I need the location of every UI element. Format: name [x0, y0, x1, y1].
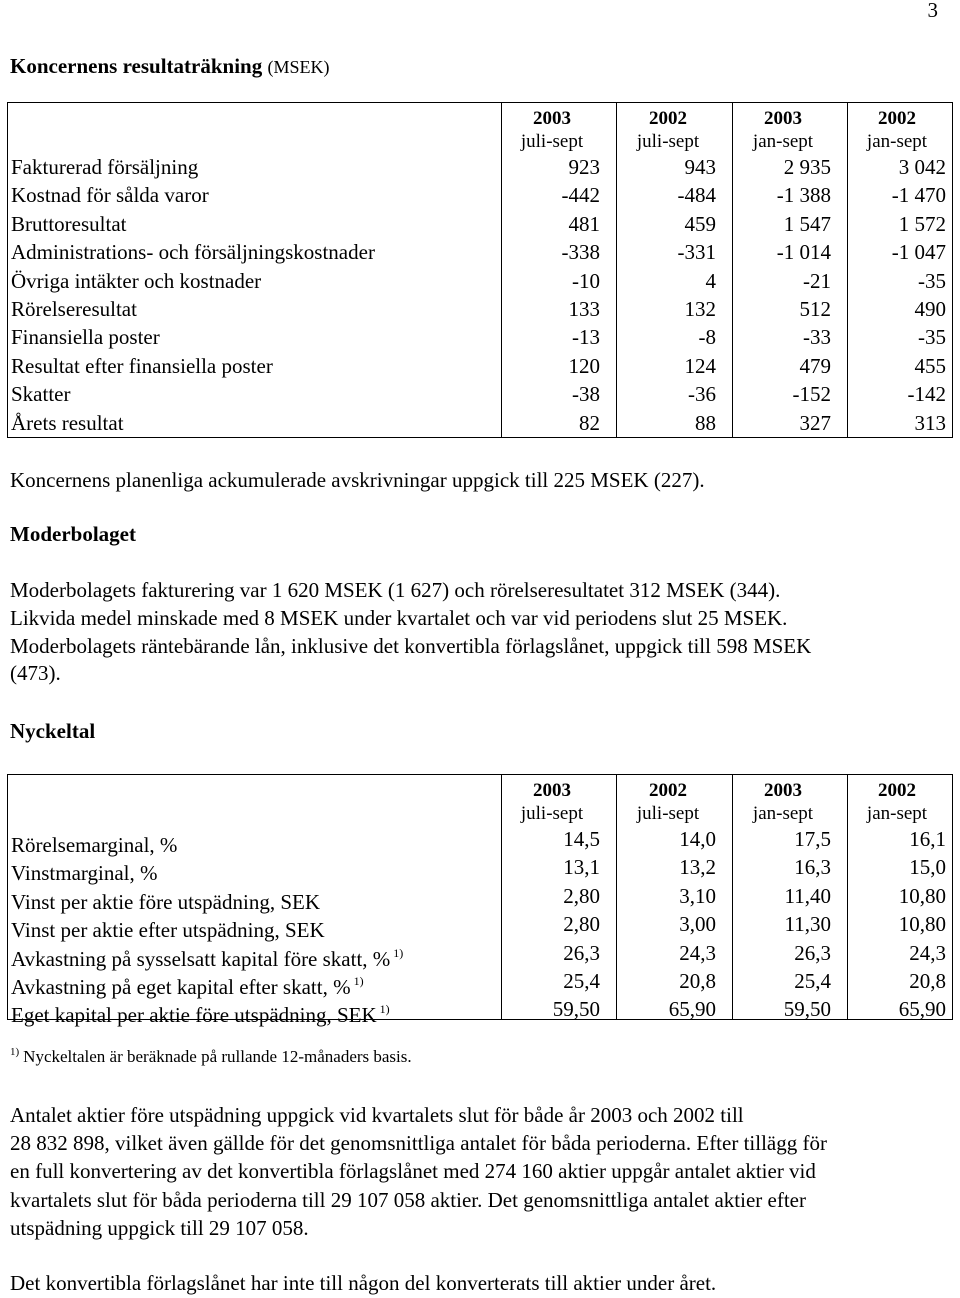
- income-row: Administrations- och försäljningskostnader -338 -331 -1 014 -1 047: [11, 240, 946, 265]
- income-row: Årets resultat 82 88 327 313: [11, 410, 946, 435]
- ratio-row: Vinst per aktie efter utspädning, SEK 2,80 3,00 11,30 10,80: [11, 912, 946, 943]
- ratio-row: Rörelsemarginal, % 14,5 14,0 17,5 16,1: [11, 827, 946, 857]
- income-col-header: 2003 juli-sept: [520, 108, 584, 152]
- shares-text: [10, 1101, 955, 1242]
- ratios-header-row: [8, 775, 952, 825]
- ratios-footnote: [10, 1046, 412, 1067]
- income-row: Kostnad för sålda varor -442 -484 -1 388 -1 470: [11, 183, 946, 208]
- ratios-col-header: 2003 juli-sept: [520, 780, 584, 824]
- key-ratios-table: [7, 774, 953, 1028]
- shares-line: en full konvertering av det konvertibla förlagslånet med 274 160 aktier uppgår antalet aktier vid: [10, 1159, 816, 1184]
- income-col-header: 2003 jan-sept: [752, 108, 814, 152]
- income-statement-title: [10, 54, 329, 79]
- depreciation-text: Koncernens planenliga ackumulerade avskrivningar uppgick till 225 MSEK (227).: [10, 468, 705, 492]
- income-row: Skatter -38 -36 -152 -142: [11, 382, 946, 407]
- footnote-mark: 1): [10, 1046, 20, 1058]
- shares-line: Antalet aktier före utspädning uppgick vid kvartalets slut för både år 2003 och 2002 till: [10, 1103, 744, 1127]
- convertible-text: Det konvertibla förlagslånet har inte till någon del konverterats till aktier under året.: [10, 1271, 717, 1295]
- parent-line: Likvida medel minskade med 8 MSEK under kvartalet och var vid periodens slut 25 MSEK.: [10, 605, 788, 630]
- page-number: 3: [927, 0, 938, 22]
- ratio-row: Eget kapital per aktie före utspädning, SEK $^{1)}$ 59,50 65,90 59,50 65,90: [11, 997, 946, 1028]
- ratio-row: Vinst per aktie före utspädning, SEK 2,80 3,10 11,40 10,80: [11, 883, 946, 914]
- ratios-col-header: 2002 juli-sept: [636, 780, 700, 824]
- income-col-header: 2002 juli-sept: [636, 108, 700, 152]
- footnote-text: Nyckeltalen är beräknade på rullande 12-månaders basis.: [23, 1047, 412, 1066]
- ratios-col-header: 2003 jan-sept: [752, 780, 814, 824]
- income-unit: (MSEK): [267, 57, 330, 77]
- parent-line: Moderbolagets fakturering var 1 620 MSEK (1 627) och rörelseresultatet 312 MSEK (344).: [10, 578, 781, 602]
- ratios-col-header: 2002 jan-sept: [866, 780, 928, 824]
- key-ratios-heading: Nyckeltal: [10, 719, 96, 743]
- income-header-row: [8, 103, 952, 153]
- income-row: Finansiella poster -13 -8 -33 -35: [11, 325, 946, 350]
- income-row: Rörelseresultat 133 132 512 490: [11, 296, 946, 321]
- ratio-row: Vinstmarginal, % 13,1 13,2 16,3 15,0: [11, 855, 946, 886]
- ratio-row: Avkastning på eget kapital efter skatt, % $^{1)}$ 25,4 20,8 25,4 20,8: [11, 968, 946, 999]
- shares-line: utspädning uppgick till 29 107 058.: [10, 1215, 309, 1240]
- income-row: Övriga intäkter och kostnader -10 4 -21 -35: [11, 268, 946, 293]
- parent-line: (473).: [10, 661, 61, 686]
- income-row: Bruttoresultat 481 459 1 547 1 572: [11, 211, 946, 236]
- shares-line: 28 832 898, vilket även gällde för det genomsnittliga antalet för båda perioderna. Efter tillägg för: [10, 1131, 827, 1156]
- shares-line: kvartalets slut för båda perioderna till 29 107 058 aktier. Det genomsnittliga antalet aktier efter: [10, 1187, 806, 1212]
- income-row: Resultat efter finansiella poster 120 124 479 455: [11, 353, 946, 378]
- parent-line: Moderbolagets räntebärande lån, inklusive det konvertibla förlagslånet, uppgick till 598 MSEK: [10, 633, 812, 658]
- income-title-text: Koncernens resultaträkning: [10, 54, 263, 78]
- income-row: Fakturerad försäljning 923 943 2 935 3 042: [11, 155, 946, 179]
- income-statement-table: [7, 102, 953, 438]
- parent-company-text: [10, 577, 955, 688]
- income-col-header: 2002 jan-sept: [866, 108, 928, 152]
- ratio-row: Avkastning på sysselsatt kapital före skatt, % $^{1)}$ 26,3 24,3 26,3 24,3: [11, 940, 946, 971]
- parent-company-heading: Moderbolaget: [10, 522, 136, 546]
